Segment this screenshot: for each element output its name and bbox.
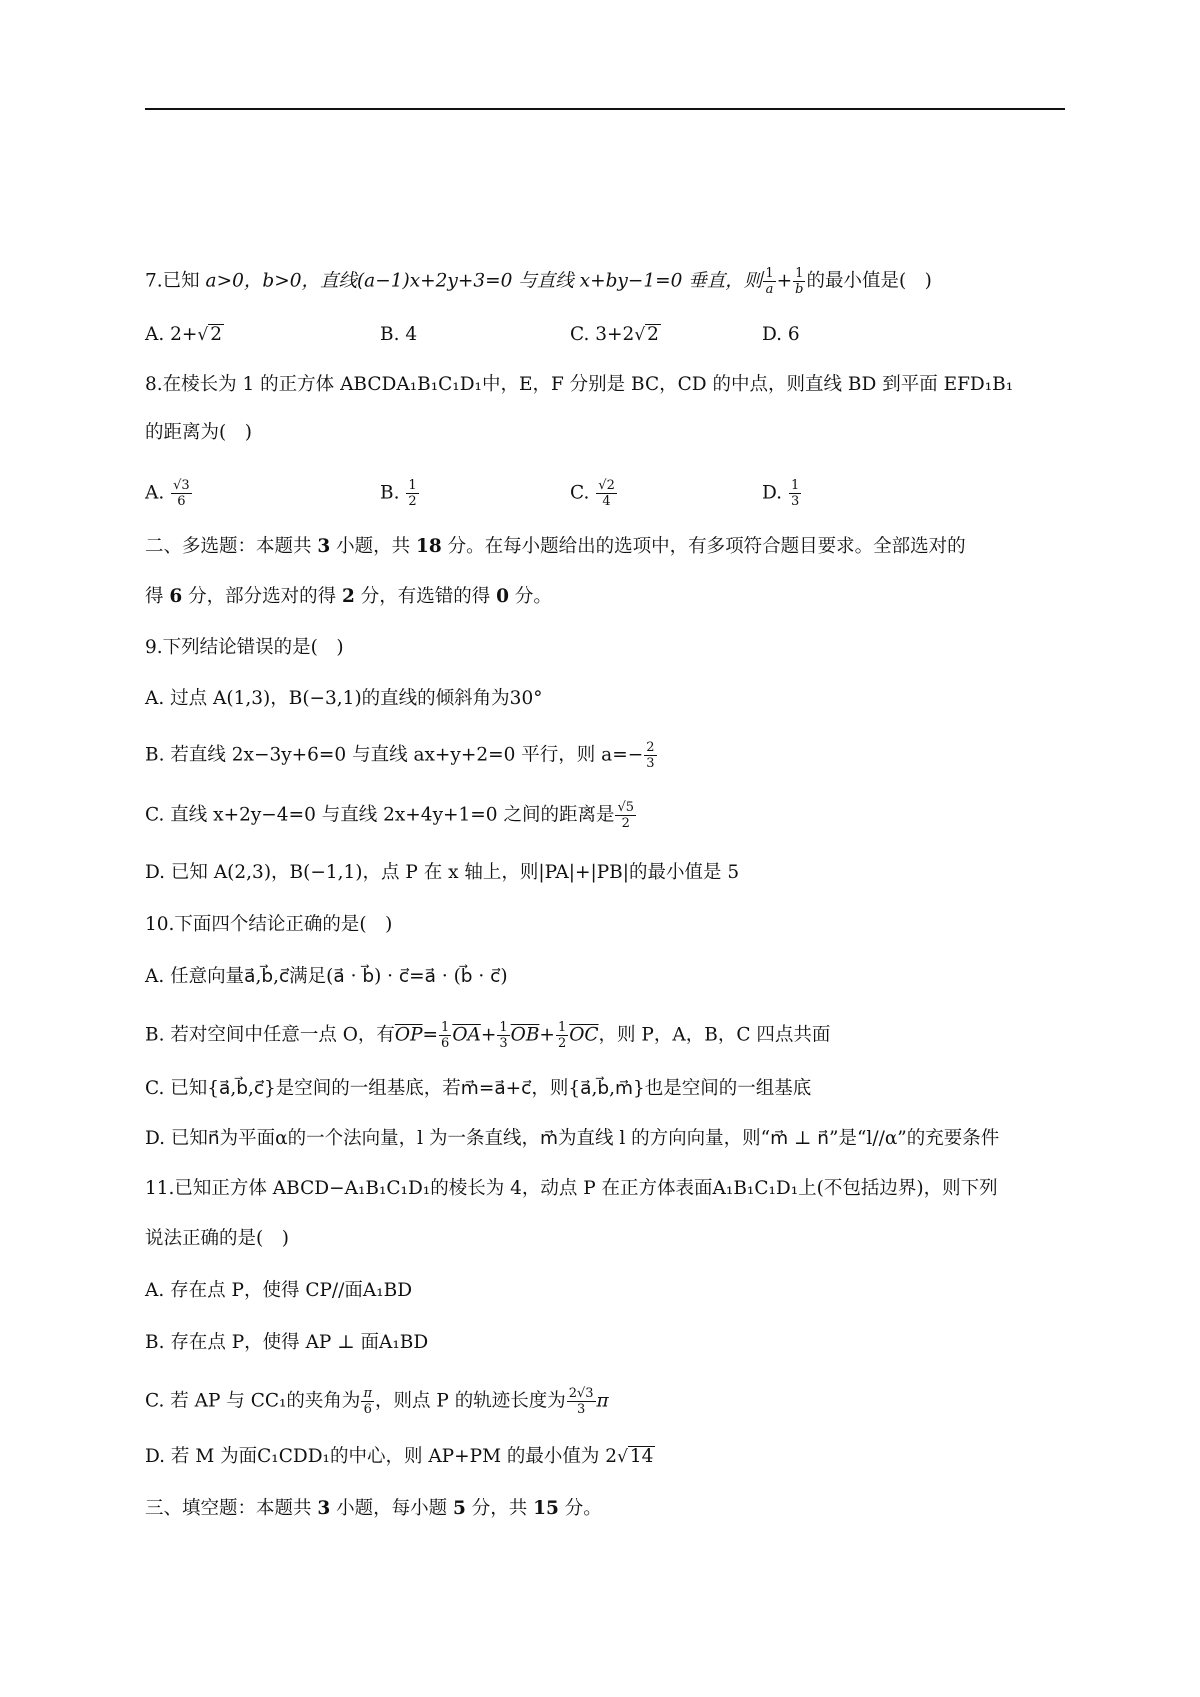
q8-option-d xyxy=(762,478,802,509)
q8-option-a-frac xyxy=(171,478,192,509)
q7-frac1-num: 1 xyxy=(765,266,774,281)
q7-frac1-den: a xyxy=(765,282,774,297)
q9-option-b xyxy=(145,740,1075,771)
q8-option-a xyxy=(145,478,193,509)
s2-l2-post: 分。 xyxy=(509,586,552,607)
q7-option-c-text: C. 3+2 xyxy=(570,324,635,345)
q11-d-pre: D. 若 M 为面C₁CDD₁的中心，则 AP+PM 的最小值为 2 xyxy=(145,1446,618,1467)
section3-heading xyxy=(145,1496,1075,1522)
q11-c-frac2 xyxy=(567,1386,596,1417)
q7-frac2 xyxy=(793,266,805,297)
q11-c-post: π xyxy=(596,1390,609,1412)
q10-b-pre: B. 若对空间中任意一点 O，有 xyxy=(145,1024,395,1046)
s2-l1-mid: 小题，共 xyxy=(330,536,417,557)
q11-stem-line1: 11.已知正方体 ABCD−A₁B₁C₁D₁的棱长为 4，动点 P 在正方体表面A₁B₁C₁D₁上(不包括边界)，则下列 xyxy=(145,1178,998,1199)
q9-option-c-text: C. 直线 x+2y−4=0 与直线 2x+4y+1=0 之间的距离是 xyxy=(145,804,615,826)
q8-option-c-frac xyxy=(596,478,617,509)
section2-heading-line1 xyxy=(145,534,1075,560)
q10-b-frac3 xyxy=(556,1020,568,1051)
s2-l1-pre: 二、多选题：本题共 xyxy=(145,536,318,557)
s2-l2-n1: 6 xyxy=(169,586,183,607)
q9-option-b-num: 2 xyxy=(646,740,655,755)
q7-option-a xyxy=(145,322,224,348)
q8-option-c-num: √2 xyxy=(598,478,615,493)
q8-option-a-den: 6 xyxy=(177,494,186,509)
s3-mid1: 小题，每小题 xyxy=(330,1498,454,1519)
q7-option-c xyxy=(570,322,661,348)
q11-option-c xyxy=(145,1386,1075,1417)
q8-option-b-num: 1 xyxy=(408,478,417,493)
q10-b-post: ，则 P，A，B，C 四点共面 xyxy=(598,1024,831,1046)
q9-option-c-den: 2 xyxy=(621,816,630,831)
q10-b-plus1: + xyxy=(480,1024,497,1046)
q11-option-b: B. 存在点 P，使得 AP ⊥ 面A₁BD xyxy=(145,1332,429,1353)
sqrt-sign-icon: √ xyxy=(197,325,209,345)
q10-b-frac1 xyxy=(439,1020,451,1051)
s3-n2: 5 xyxy=(453,1498,466,1519)
q10-option-d: D. 已知n⃗为平面α的一个法向量，l 为一条直线，m⃗为直线 l 的方向向量，则“m⃗ ⊥ n⃗”是“l//α”的充要条件 xyxy=(145,1128,1000,1149)
s2-l1-post: 分。在每小题给出的选项中，有多项符合题目要求。全部选对的 xyxy=(441,536,966,557)
q7-stem xyxy=(145,266,1075,297)
q9-option-a: A. 过点 A(1,3)，B(−3,1)的直线的倾斜角为30° xyxy=(145,688,543,709)
q10-b-frac2 xyxy=(497,1020,509,1051)
q8-option-c xyxy=(570,478,618,509)
q7-option-a-text: A. 2+ xyxy=(145,324,198,345)
q8-option-a-num: √3 xyxy=(173,478,190,493)
q8-option-d-label: D. xyxy=(762,482,783,504)
q7-option-d: D. 6 xyxy=(762,324,800,345)
q8-option-b xyxy=(380,478,420,509)
q9-option-b-den: 3 xyxy=(646,756,655,771)
q10-b-plus2: + xyxy=(539,1024,555,1046)
q10-b-vector-oa: $\overline{OA}$ xyxy=(452,1024,481,1046)
q10-b-frac3-den: 2 xyxy=(557,1036,567,1051)
q8-option-b-den: 2 xyxy=(408,494,417,509)
q8-option-d-frac xyxy=(789,478,801,509)
q9-option-d: D. 已知 A(2,3)，B(−1,1)，点 P 在 x 轴上，则|PA|+|PB|的最小值是 5 xyxy=(145,862,740,883)
s2-l2-n2: 2 xyxy=(342,586,355,607)
q8-option-b-label: B. xyxy=(380,482,400,504)
s2-l1-n2: 18 xyxy=(416,536,442,557)
s2-l1-n1: 3 xyxy=(317,536,331,557)
q10-option-b xyxy=(145,1020,1075,1051)
q9-option-c-num: √5 xyxy=(617,800,635,815)
s3-n1: 3 xyxy=(317,1498,331,1519)
q8-option-c-label: C. xyxy=(570,482,590,504)
q10-b-vector-oc: $\overline{OC}$ xyxy=(569,1024,599,1046)
q8-option-b-frac xyxy=(406,478,418,509)
q7-option-a-radicand: 2 xyxy=(210,324,223,345)
sqrt-sign-icon: √ xyxy=(634,325,646,345)
header-rule xyxy=(145,108,1065,110)
q9-option-b-text: B. 若直线 2x−3y+6=0 与直线 ax+y+2=0 平行，则 a=− xyxy=(145,744,644,766)
q7-plus: + xyxy=(776,270,793,292)
q8-option-d-num: 1 xyxy=(790,478,800,493)
q7-frac1 xyxy=(763,266,775,297)
q10-b-frac2-den: 3 xyxy=(499,1036,508,1051)
q7-option-c-radicand: 2 xyxy=(647,324,659,345)
q7-stem-a: 7.已知 xyxy=(145,270,206,292)
q11-c-frac1-den: 6 xyxy=(363,1402,372,1417)
q11-c-frac1 xyxy=(361,1386,374,1417)
s2-l2-n3: 0 xyxy=(496,586,510,607)
q11-c-frac2-den: 3 xyxy=(576,1402,586,1417)
q11-option-d xyxy=(145,1444,1075,1470)
q10-b-frac3-num: 1 xyxy=(557,1020,567,1035)
q9-option-b-frac xyxy=(644,740,656,771)
q9-option-c xyxy=(145,800,1075,831)
q11-c-frac1-num: π xyxy=(363,1386,372,1401)
q7-stem-b: a>0，b>0，直线(a−1)x+2y+3=0 与直线 x+by−1=0 垂直，则 xyxy=(205,270,763,292)
sqrt-sign-icon: √ xyxy=(617,1447,628,1467)
section2-heading-line2 xyxy=(145,584,1075,610)
q8-stem-line2: 的距离为( ) xyxy=(145,422,252,443)
s3-pre: 三、填空题：本题共 xyxy=(145,1498,318,1519)
q7-frac2-den: b xyxy=(795,282,804,297)
s2-l2-mid2: 分，有选错的得 xyxy=(354,586,497,607)
q11-stem-line2: 说法正确的是( ) xyxy=(145,1228,289,1249)
q10-stem: 10.下面四个结论正确的是( ) xyxy=(145,914,393,935)
q7-stem-c: 的最小值是( ) xyxy=(806,270,932,292)
s3-mid2: 分，共 xyxy=(465,1498,534,1519)
s3-n3: 15 xyxy=(533,1498,559,1519)
q10-b-vector-ob: $\overline{OB}$ xyxy=(510,1024,540,1046)
q10-b-eq: = xyxy=(422,1024,439,1046)
q10-option-a: A. 任意向量a⃗,b⃗,c⃗满足(a⃗ · b⃗) · c⃗=a⃗ · (b⃗ · c⃗) xyxy=(145,966,508,987)
q7-frac2-num: 1 xyxy=(793,266,805,282)
q10-b-frac1-num: 1 xyxy=(441,1020,450,1035)
q10-b-frac1-den: 6 xyxy=(441,1036,450,1051)
s2-l2-mid1: 分，部分选对的得 xyxy=(182,586,343,607)
q10-b-vector-op: $\overline{OP}$ xyxy=(394,1024,423,1046)
s3-post: 分。 xyxy=(558,1498,602,1519)
q8-option-a-label: A. xyxy=(145,482,165,504)
q11-c-mid: ，则点 P 的轨迹长度为 xyxy=(374,1390,566,1412)
q11-option-a: A. 存在点 P，使得 CP//面A₁BD xyxy=(145,1280,413,1301)
q9-option-c-frac xyxy=(615,800,636,831)
q11-c-frac2-num: 2√3 xyxy=(568,1386,594,1401)
q10-b-frac2-num: 1 xyxy=(499,1020,508,1035)
q9-stem: 9.下列结论错误的是( ) xyxy=(145,637,344,658)
q10-option-c: C. 已知{a⃗,b⃗,c⃗}是空间的一组基底，若m⃗=a⃗+c⃗，则{a⃗,b⃗,m⃗}也是空间的一组基底 xyxy=(145,1078,812,1099)
q11-c-pre: C. 若 AP 与 CC₁的夹角为 xyxy=(145,1390,361,1412)
q8-stem-line1: 8.在棱长为 1 的正方体 ABCDA₁B₁C₁D₁中，E，F 分别是 BC，CD 的中点，则直线 BD 到平面 EFD₁B₁ xyxy=(145,374,1014,395)
q8-option-d-den: 3 xyxy=(790,494,800,509)
q11-d-radicand: 14 xyxy=(629,1446,654,1467)
q8-option-c-den: 4 xyxy=(602,494,611,509)
q7-option-b: B. 4 xyxy=(380,324,418,345)
s2-l2-pre: 得 xyxy=(145,586,170,607)
